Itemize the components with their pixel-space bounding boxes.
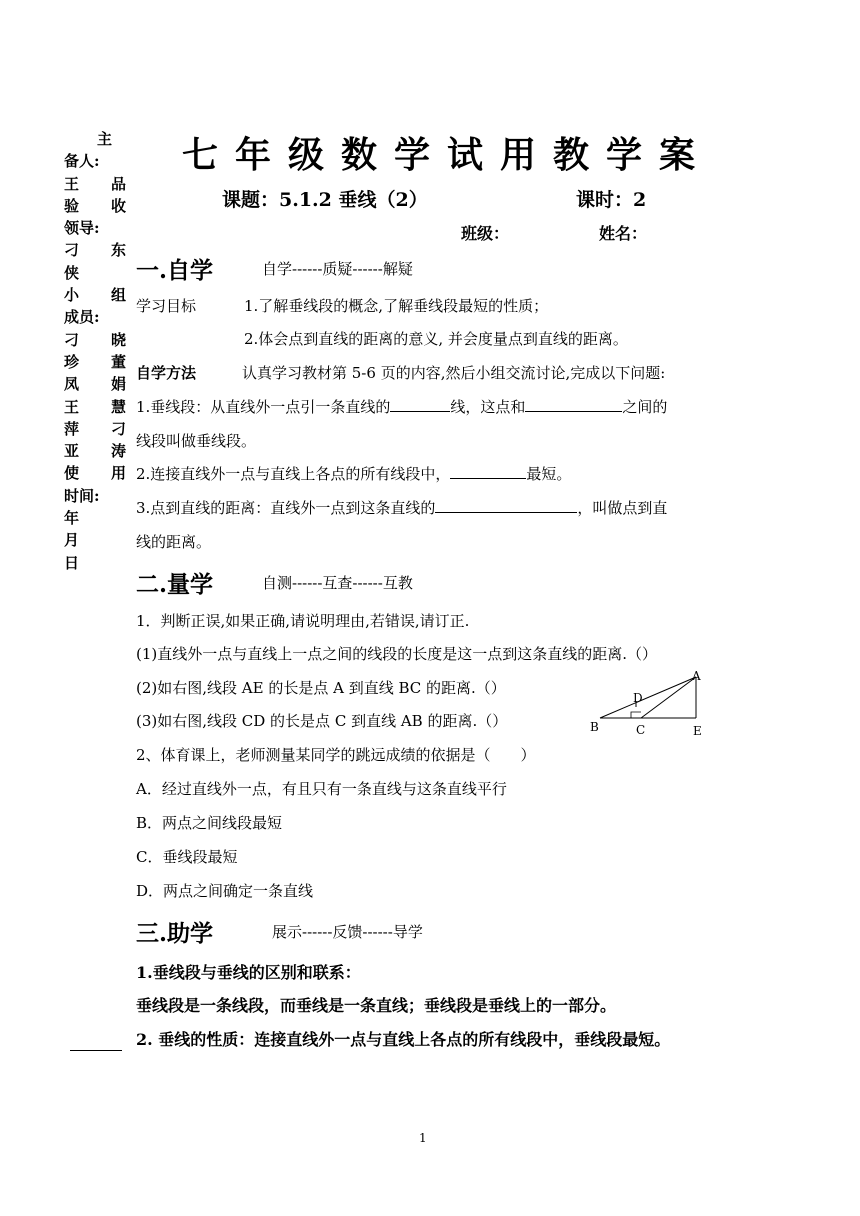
side-text: 领导: (64, 219, 100, 238)
page-number: 1 (419, 1131, 427, 1145)
option-c: C．垂线段最短 (136, 848, 238, 866)
side-text: 组 (110, 286, 126, 305)
triangle-figure (585, 668, 710, 740)
side-line (64, 262, 126, 284)
side-line (64, 373, 126, 395)
name-label: 姓名： (599, 224, 648, 243)
section-3-subtitle: 展示------反馈------导学 (272, 923, 423, 941)
side-text: 慧 (110, 397, 126, 416)
side-text: 董 (110, 352, 126, 371)
method-text: 认真学习教材第 5-6 页的内容,然后小组交流讨论,完成以下问题: (242, 364, 666, 382)
question-3-cont: 线的距离。 (136, 533, 212, 551)
side-text: 成员: (64, 308, 100, 327)
question-1-part-a: 1.垂线段：从直线外一点引一条直线的 (136, 398, 391, 416)
answer-blank[interactable] (450, 464, 526, 479)
side-text: 王 (64, 397, 80, 416)
side-text: 收 (110, 196, 126, 215)
side-line (64, 128, 126, 150)
label-a: A (692, 669, 701, 683)
side-line (64, 396, 126, 418)
label-d: D (633, 691, 643, 705)
side-text: 使 (64, 464, 80, 483)
lesson-topic: 课题：5.1.2 垂线（2） (222, 189, 428, 211)
side-line (64, 284, 126, 306)
side-text: 娟 (110, 375, 126, 394)
question-1-part-c: 之间的 (622, 398, 668, 416)
class-label: 班级： (461, 224, 510, 243)
side-text: 验 (64, 196, 80, 215)
side-line (64, 173, 126, 195)
question-1-cont: 线段叫做垂线段。 (136, 432, 257, 450)
side-text: 日 (64, 553, 80, 572)
note-1: 1.垂线段与垂线的区别和联系： (136, 963, 361, 982)
exercise-1-item-1: (1)直线外一点与直线上一点之间的线段的长度是这一点到这条直线的距离.（） (136, 645, 658, 663)
exercise-1: 1．判断正误,如果正确,请说明理由,若错误,请订正. (136, 612, 470, 630)
right-angle-mark (631, 712, 641, 718)
section-2-heading: 二.量学 (136, 571, 214, 598)
side-line (64, 217, 126, 239)
method-label: 自学方法 (136, 364, 197, 382)
side-text: 用 (110, 464, 126, 483)
question-2-part-a: 2.连接直线外一点与直线上各点的所有线段中， (136, 465, 451, 483)
question-2-part-b: 最短。 (526, 465, 572, 483)
side-line (64, 195, 126, 217)
side-text: 亚 (64, 442, 80, 461)
goal-2: 2.体会点到直线的距离的意义, 并会度量点到直线的距离。 (244, 330, 628, 348)
side-line (64, 485, 126, 507)
side-line (64, 462, 126, 484)
side-text: 主 (96, 130, 112, 148)
side-text: 时间: (64, 486, 100, 505)
answer-blank[interactable] (390, 397, 450, 412)
side-panel (64, 128, 126, 574)
page-title: 七年级数学试用教学案 (182, 134, 713, 176)
option-a: A．经过直线外一点，有且只有一条直线与这条直线平行 (136, 780, 507, 798)
side-text: 刁 (110, 419, 126, 438)
side-line (64, 440, 126, 462)
question-3 (136, 497, 667, 518)
side-text: 备人: (64, 152, 100, 171)
label-c: C (636, 723, 646, 737)
side-text: 王 (64, 174, 80, 193)
side-text: 小 (64, 286, 80, 305)
side-line (64, 329, 126, 351)
exercise-1-item-3: (3)如右图,线段 CD 的长是点 C 到直线 AB 的距离.（） (136, 712, 508, 730)
note-3: 2. 垂线的性质：连接直线外一点与直线上各点的所有线段中，垂线段最短。 (136, 1030, 671, 1049)
side-text: 品 (110, 174, 126, 193)
section-2-subtitle: 自测------互查------互教 (262, 574, 413, 592)
section-1-subtitle: 自学------质疑------解疑 (262, 260, 413, 278)
lesson-period: 课时：2 (576, 189, 647, 211)
section-1-heading: 一.自学 (136, 257, 214, 284)
answer-blank[interactable] (435, 498, 577, 513)
side-divider (70, 1050, 122, 1051)
side-line (64, 239, 126, 261)
note-2: 垂线段是一条线段，而垂线是一条直线；垂线段是垂线上的一部分。 (136, 996, 617, 1015)
side-text: 萍 (64, 419, 80, 438)
answer-blank[interactable] (525, 397, 622, 412)
label-b: B (590, 720, 599, 734)
side-text: 凤 (64, 375, 80, 394)
question-2 (136, 463, 571, 484)
segment-ab (600, 677, 696, 718)
side-text: 侠 (64, 263, 80, 282)
question-3-part-a: 3.点到直线的距离：直线外一点到这条直线的 (136, 499, 436, 517)
question-1-part-b: 线，这点和 (450, 398, 526, 416)
side-line (64, 552, 126, 574)
goal-label: 学习目标 (136, 297, 197, 315)
side-text: 刁 (64, 241, 80, 260)
side-text: 月 (64, 531, 80, 550)
exercise-2: 2、体育课上，老师测量某同学的跳远成绩的依据是（ ） (136, 746, 536, 764)
side-text: 涛 (110, 442, 126, 461)
question-1 (136, 396, 667, 417)
side-line (64, 529, 126, 551)
side-text: 东 (110, 241, 126, 260)
side-line (64, 507, 126, 529)
label-e: E (693, 724, 702, 738)
side-line (64, 306, 126, 328)
side-text: 珍 (64, 352, 80, 371)
side-text: 刁 (64, 330, 80, 349)
question-3-part-b: ，叫做点到直 (577, 499, 668, 517)
side-line (64, 418, 126, 440)
side-text: 晓 (110, 330, 126, 349)
side-line (64, 351, 126, 373)
section-3-heading: 三.助学 (136, 920, 214, 947)
goal-1: 1.了解垂线段的概念,了解垂线段最短的性质； (244, 297, 549, 315)
option-d: D．两点之间确定一条直线 (136, 882, 314, 900)
side-line (64, 150, 126, 172)
option-b: B．两点之间线段最短 (136, 814, 283, 832)
side-text: 年 (64, 509, 80, 528)
exercise-1-item-2: (2)如右图,线段 AE 的长是点 A 到直线 BC 的距离.（） (136, 679, 506, 697)
